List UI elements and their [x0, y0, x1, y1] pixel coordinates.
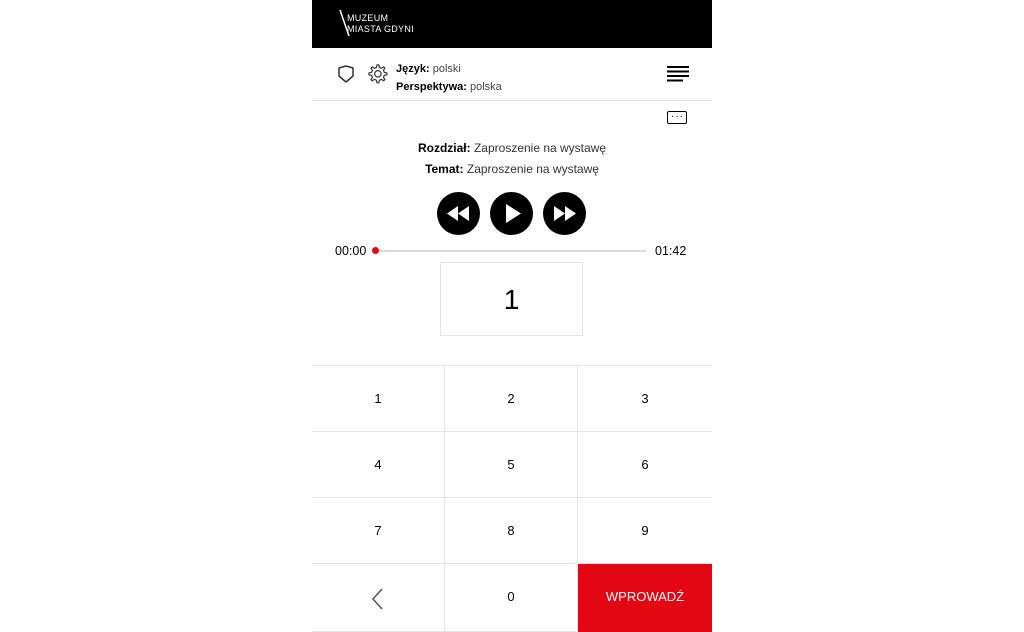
enter-button[interactable]: WPROWADŹ — [578, 564, 712, 632]
language-label: Język: — [396, 63, 430, 75]
settings-bar — [312, 48, 712, 101]
museum-logo[interactable] — [338, 9, 448, 37]
key-3[interactable]: 3 — [578, 366, 712, 432]
subtitles-button[interactable] — [667, 111, 687, 124]
key-9[interactable]: 9 — [578, 498, 712, 564]
key-2[interactable]: 2 — [445, 366, 578, 432]
key-8[interactable]: 8 — [445, 498, 578, 564]
progress-handle[interactable] — [372, 247, 379, 254]
logo-line-2: MIASTA GDYNI — [347, 24, 414, 34]
top-bar — [312, 0, 712, 48]
subtitles-icon: ··· — [671, 111, 684, 122]
key-6[interactable]: 6 — [578, 432, 712, 498]
perspective-row — [396, 78, 502, 96]
logo-line-1: MUZEUM — [347, 13, 389, 23]
play-icon — [490, 192, 533, 235]
language-value: polski — [432, 63, 461, 75]
chapter-label: Rozdział: — [417, 141, 471, 155]
language-row — [396, 60, 502, 78]
backspace-button[interactable] — [312, 564, 445, 632]
menu-icon[interactable] — [667, 66, 689, 82]
map-pin-icon[interactable] — [336, 65, 356, 83]
chapter-value: Zaproszenie na wystawę — [473, 141, 607, 155]
key-0[interactable]: 0 — [445, 564, 578, 632]
fast-forward-icon — [543, 192, 586, 235]
key-1[interactable]: 1 — [312, 366, 445, 432]
key-5[interactable]: 5 — [445, 432, 578, 498]
language-perspective-info[interactable] — [396, 60, 502, 96]
perspective-value: polska — [470, 81, 502, 93]
progress-track[interactable] — [375, 250, 646, 252]
rewind-button[interactable] — [437, 192, 480, 235]
track-info — [312, 138, 712, 180]
play-button[interactable] — [490, 192, 533, 235]
code-display: 1 — [440, 262, 583, 336]
key-4[interactable]: 4 — [312, 432, 445, 498]
audioguide-app — [312, 0, 712, 631]
current-time: 00:00 — [335, 244, 367, 258]
total-time: 01:42 — [655, 244, 687, 258]
chevron-left-icon — [371, 588, 385, 610]
topic-value: Zaproszenie na wystawę — [466, 162, 599, 176]
topic-label: Temat: — [425, 162, 464, 176]
perspective-label: Perspektywa: — [396, 81, 467, 93]
chapter-row — [312, 138, 712, 159]
keypad — [312, 365, 712, 632]
fast-forward-button[interactable] — [543, 192, 586, 235]
topic-row — [312, 159, 712, 180]
gear-icon[interactable] — [366, 63, 388, 85]
key-7[interactable]: 7 — [312, 498, 445, 564]
rewind-icon — [437, 192, 480, 235]
